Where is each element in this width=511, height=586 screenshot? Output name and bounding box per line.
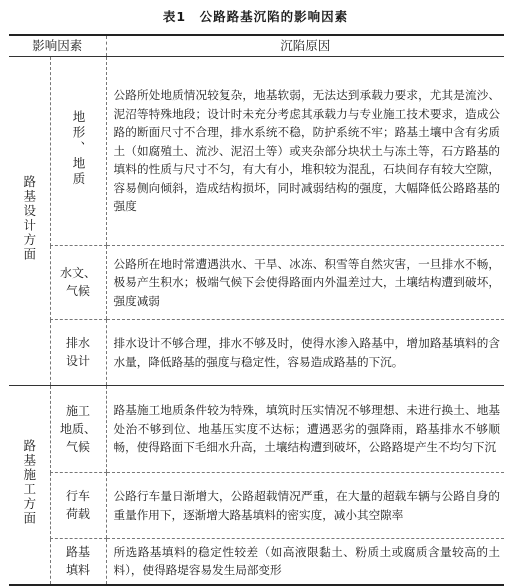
factor-cell [50, 246, 106, 320]
factor-label: 路基 填料 [66, 545, 91, 577]
factor-cell [50, 320, 106, 386]
category-cell [9, 57, 50, 386]
reason-cell: 所选路基填料的稳定性较差（如高液限黏土、粉质土或腐质含量较高的土料），使得路堤容易发生局部变形 [106, 539, 504, 585]
factor-label: 排水 设计 [66, 336, 91, 369]
table-row [9, 539, 504, 585]
reason-cell: 排水设计不够合理，排水不够及时，使得水渗入路基中，增加路基填料的含水量，降低路基的强度与稳定性，容易造成路基的下沉。 [106, 320, 504, 386]
category-label: 路基施工方面 [21, 438, 37, 526]
table-row [9, 320, 504, 386]
table-header-row [9, 35, 504, 57]
influence-factors-table [9, 34, 504, 586]
category-label: 路基设计方面 [21, 174, 37, 262]
reason-cell: 公路行车量日渐增大，公路超载情况严重，在大量的超载车辆与公路自身的重量作用下，逐渐增大路基填料的密实度，减小其空隙率 [106, 473, 504, 539]
reason-cell: 公路所在地时常遭遇洪水、干旱、冰冻、积雪等自然灾害，一旦排水不畅，极易产生积水；极端气候下会使得路面内外温差过大，土壤结构遭到破坏，强度减弱 [106, 246, 504, 320]
reason-cell: 公路所处地质情况较复杂，地基软弱，无法达到承载力要求，尤其是流沙、泥沼等特殊地段；设计时未充分考虑其承载力与专业施工技术要求，造成公路的断面尺寸不合理，排水系统不稳，防护系统不牢；路基土壤中含有劣质土（如腐殖土、流沙、泥沼土等）或夹杂部分块状土与冻土等，石方路基的填料的性质与尺寸不匀，有大有小，堆积较为混乱，石块间存有较大空隙，容易侧向倾斜，造成结构损坏，同时减弱结构的强度，大幅降低公路路基的强度 [106, 57, 504, 246]
factor-label: 地形、地质 [71, 109, 86, 187]
factor-cell [50, 473, 106, 539]
reason-cell: 路基施工地质条件较为特殊，填筑时压实情况不够理想、未进行换土、地基处治不够到位、地基压实度不达标；遭遇恶劣的强降雨，路基排水不够顺畅，使得路面下毛细水升高，土壤结构遭到破坏，公路路堤产生不均匀下沉 [106, 386, 504, 473]
table-row [9, 386, 504, 473]
category-cell [9, 386, 50, 585]
table-row [9, 246, 504, 320]
table-row [9, 57, 504, 246]
header-reason: 沉陷原因 [106, 35, 504, 57]
header-factor: 影响因素 [9, 35, 106, 57]
factor-label: 施工 地质、 气候 [60, 403, 97, 454]
factor-label: 水文、 气候 [60, 266, 97, 299]
table-row [9, 473, 504, 539]
factor-label: 行车 荷载 [66, 489, 91, 522]
factor-cell [50, 539, 106, 585]
factor-cell [50, 386, 106, 473]
table-caption: 表1 公路路基沉陷的影响因素 [162, 9, 349, 24]
factor-cell [50, 57, 106, 246]
